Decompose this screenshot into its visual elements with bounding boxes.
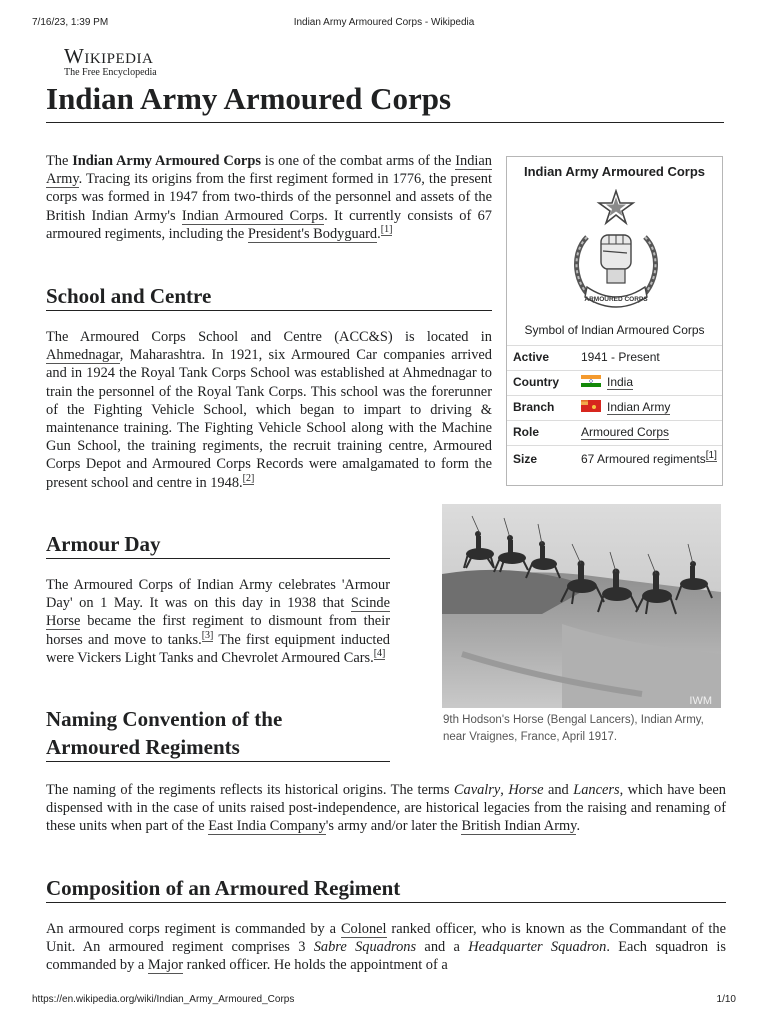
link-presidents-bodyguard[interactable]: President's Bodyguard: [247, 225, 378, 242]
text: 's army and/or later the: [325, 818, 462, 835]
infobox-value: 67 Armoured regiments: [581, 452, 706, 466]
naming-paragraph: [46, 781, 726, 836]
term-sabre-squadrons: Sabre Squadrons: [313, 939, 417, 956]
link-east-india-company[interactable]: East India Company: [208, 818, 326, 835]
composition-paragraph: [46, 920, 726, 975]
link-british-indian-army[interactable]: British Indian Army: [461, 818, 577, 835]
text: ranked officer, who is known as the Commandant of the Unit. An armoured regiment comprises 3: [46, 921, 727, 956]
term-horse: Horse: [508, 782, 544, 798]
heading-composition: Composition of an Armoured Regiment: [46, 874, 726, 903]
link-ahmednagar[interactable]: Ahmednagar: [46, 347, 120, 364]
text: , Maharashtra. In 1921, six Armoured Car companies arrived and in 1924 the Royal Tank Corps School was established at Ahmednagar to train the personnel of the Royal Tank Corps. This school was the forerunner of the Fighting Vehicle School, which began to impart to driving & maintenance training. The Fighting Vehicle School along with the Machine Gun School, the training regiments, the recruit training centre, Armoured Corps Depot and Armoured Corps Records were amalgamated to form the present school and centre in 1948.: [46, 347, 492, 491]
heading-line: Naming Convention of the: [46, 707, 283, 731]
indian-army-flag-icon: [581, 400, 601, 412]
infobox-row-role: [507, 420, 722, 445]
print-url: https://en.wikipedia.org/wiki/Indian_Army_Armoured_Corps: [32, 994, 295, 1005]
link-india[interactable]: India: [607, 375, 634, 389]
text: ranked officer. He holds the appointment of a: [183, 957, 448, 974]
infobox-row-active: [507, 345, 722, 370]
infobox: [506, 156, 723, 486]
text: The: [46, 153, 73, 169]
text: and: [543, 782, 574, 798]
text: . Tracing its origins from the first regiment formed in 1776, the present corps was formed in 1947 from two-thirds of the personnel and assets of the British Indian Army's: [46, 171, 492, 224]
reference-4[interactable]: [4]: [373, 648, 386, 660]
reference-1-infobox[interactable]: [1]: [705, 450, 717, 461]
text: The first equipment inducted were Vickers Light Tanks and Chevrolet Armoured Cars.: [46, 631, 391, 666]
infobox-label: Active: [513, 350, 550, 364]
text: ,: [500, 782, 509, 798]
infobox-value: 1941 - Present: [581, 350, 660, 364]
term-cavalry: Cavalry: [453, 782, 501, 798]
text: The Armoured Corps of Indian Army celebrates 'Armour Day' on 1 May. It was on this day in 1938 that: [46, 577, 390, 612]
infobox-value-cell: [581, 450, 718, 469]
text: is one of the combat arms of the: [260, 153, 456, 169]
link-indian-armoured-corps[interactable]: Indian Armoured Corps: [181, 207, 325, 224]
heading-naming-convention: [46, 705, 390, 762]
infobox-rows: [507, 345, 722, 473]
text: The naming of the regiments reflects its historical origins. The terms: [46, 782, 454, 798]
cavalry-photo[interactable]: [442, 504, 721, 708]
infobox-row-size: [507, 445, 722, 473]
infobox-value-cell: [581, 400, 718, 416]
text: .: [377, 225, 381, 242]
text: .: [576, 818, 581, 835]
heading-armour-day: Armour Day: [46, 530, 390, 559]
text: and a: [416, 939, 469, 956]
text: became the first regiment to dismount from their horses and move to tanks.: [46, 613, 390, 648]
link-indian-army-branch[interactable]: Indian Army: [607, 400, 671, 414]
school-paragraph: [46, 328, 492, 492]
print-datetime: 7/16/23, 1:39 PM: [32, 17, 109, 28]
infobox-row-country: [507, 370, 722, 395]
heading-line: Armoured Regiments: [46, 735, 240, 759]
reference-2[interactable]: [2]: [242, 472, 255, 484]
infobox-label: Branch: [513, 400, 555, 414]
infobox-caption: Symbol of Indian Armoured Corps: [524, 323, 705, 337]
link-scinde-horse[interactable]: Scinde Horse: [46, 595, 390, 630]
link-major[interactable]: Major: [147, 957, 184, 974]
link-colonel[interactable]: Colonel: [340, 921, 387, 937]
emblem-scroll-text: ARMOURED CORPS: [584, 296, 648, 303]
infobox-title: Indian Army Armoured Corps: [523, 164, 706, 179]
text: . Each squadron is commanded by a: [46, 939, 726, 974]
text: . It currently consists of 67 armoured regiments, including the: [46, 207, 492, 242]
term-headquarter-squadron: Headquarter Squadron: [468, 939, 607, 956]
page-title: Indian Army Armoured Corps: [46, 80, 724, 123]
text: The Armoured Corps School and Centre (ACC&S) is located in: [46, 329, 492, 345]
reference-3[interactable]: [3]: [201, 629, 214, 641]
infobox-label: Country: [513, 375, 559, 389]
infobox-value-cell: [581, 375, 718, 391]
logo-tagline: The Free Encyclopedia: [64, 67, 157, 78]
armour-day-paragraph: [46, 576, 390, 667]
term-lancers: Lancers: [573, 782, 620, 798]
armoured-corps-emblem[interactable]: [567, 189, 665, 319]
india-flag-icon: [581, 375, 601, 387]
text: , which have been dispensed with in the case of units raised post-independence, are historical legacies from the raising and renaming of these units when part of the: [46, 782, 726, 835]
print-page-count: 1/10: [716, 994, 736, 1005]
photo-watermark: IWM: [689, 695, 712, 707]
photo-caption: 9th Hodson's Horse (Bengal Lancers), Indian Army, near Vraignes, France, April 1917.: [443, 714, 704, 743]
reference-1[interactable]: [1]: [380, 224, 393, 236]
heading-school-and-centre: School and Centre: [46, 282, 492, 311]
infobox-label: Role: [513, 425, 540, 439]
link-indian-army[interactable]: Indian Army: [46, 153, 492, 188]
wikipedia-logo[interactable]: [64, 44, 157, 78]
intro-paragraph: [46, 152, 492, 243]
print-title: Indian Army Armoured Corps - Wikipedia: [293, 17, 475, 28]
link-armoured-corps[interactable]: Armoured Corps: [581, 425, 670, 439]
article-subject: Indian Army Armoured Corps: [72, 153, 261, 169]
infobox-row-branch: [507, 395, 722, 420]
logo-wordmark: Wikipedia: [64, 44, 154, 68]
text: An armoured corps regiment is commanded by a: [46, 921, 341, 937]
infobox-label: Size: [513, 452, 538, 466]
